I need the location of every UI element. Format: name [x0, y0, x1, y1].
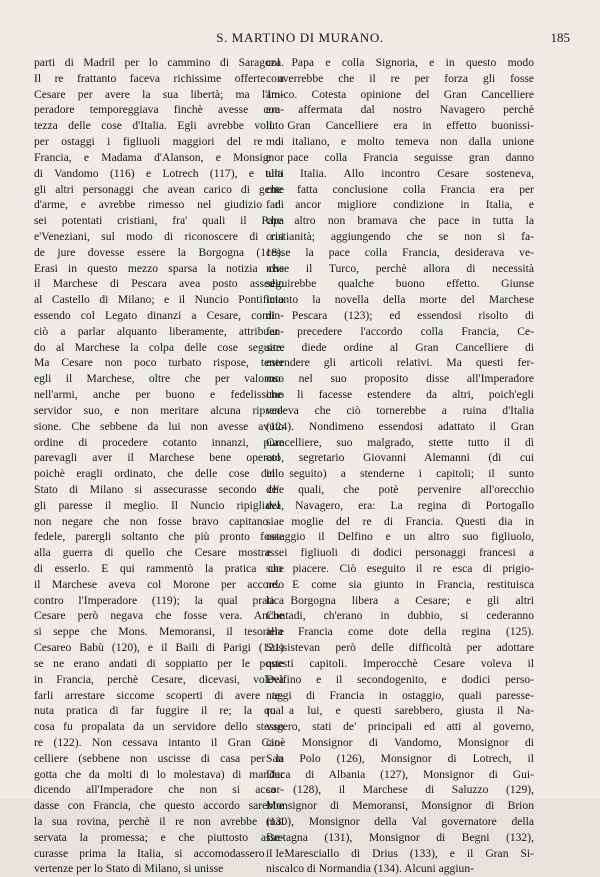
text-line: amico. Cotesta opinione del Gran Cancelliere: [266, 87, 534, 101]
text-line: era affermata dal nostro Navagero perchè: [266, 103, 534, 117]
text-line: servata la promessa; e che piuttosto asse-: [34, 830, 284, 844]
text-line: Stato di Milano si assecurasse secondo che: [34, 482, 284, 496]
text-line: in Francia, perchè Cesare, dicevasi, voleva: [34, 672, 284, 686]
text-line: sia moglie del re di Francia. Questi dia in: [266, 514, 534, 528]
text-line: questi capitoli. Imperocchè Cesare voleva il: [266, 656, 534, 670]
text-line: alla Francia come dote della regina (125).: [266, 625, 534, 639]
text-line: del Navagero, era: La regina di Portogallo: [266, 498, 534, 512]
text-line: San Polo (126), Monsignor di Lotrech, il: [266, 751, 534, 765]
text-line: col segretario Giovanni Alemanni (di cui: [266, 451, 534, 465]
text-line: gotta che da molti di lo molestava) di mandar: [34, 767, 284, 781]
text-line: curasse prima la Italia, si accomodassero le: [34, 846, 284, 860]
text-line: e'Veneziani, sul modo di riconoscere di cui: [34, 229, 284, 243]
text-line: parti di Madril per lo cammino di Saragoza.: [34, 56, 284, 69]
text-line: essendo col Legato dinanzi a Cesare, comin-: [34, 309, 284, 322]
text-line: Delfino e il secondogenito, e dodici perso-: [266, 672, 534, 686]
text-line: che fatta conclusione colla Francia era per: [266, 182, 534, 196]
text-line: il Maresciallo di Drius (133), e il Gran Si-: [266, 846, 534, 860]
text-line: di esserlo. E qui rammentò la pratica che: [34, 562, 284, 575]
text-line: il Marchese di Pescara avea posto assedio: [34, 277, 284, 291]
text-line: tezza delle cose d'Italia. Egli avrebbe voluto: [34, 119, 284, 133]
text-line: ne. E come sia giunto in Francia, restituisca: [266, 577, 534, 591]
text-line: cosa fu propalata da un servidore dello stesso: [34, 720, 284, 734]
text-line: Duca di Albania (127), Monsignor di Gui-: [266, 767, 534, 781]
text-line: che li facesse estendere da altri, poich'egli: [266, 388, 534, 402]
text-line: Ma Cesare non poco turbato rispose, tener: [34, 356, 284, 370]
text-line: mo nel suo proposito disse all'Imperadore: [266, 372, 534, 386]
text-line: seguirebbe qualche buono effetto. Giunse: [266, 277, 534, 291]
text-line: Bretagna (131), Monsignor di Begni (132),: [266, 830, 534, 844]
text-line: mo italiano, e molto temeva non dalla unione: [266, 135, 534, 149]
text-line: celliere (sebbene non uscisse di casa per la: [34, 751, 284, 765]
text-line: che altro non bramava che pace in tutta la: [266, 214, 534, 228]
text-line: niscalco di Normandia (134). Alcuni aggiun-: [266, 862, 474, 876]
text-line: di Pescara (123); ed essendosi risolto di: [266, 309, 534, 322]
text-line: contro l'Imperadore (119); la qual pratica: [34, 593, 284, 607]
text-line: il Marchese aveva col Morone per accordo: [34, 577, 284, 591]
text-line: naggi di Francia in ostaggio, quali paresse-: [266, 688, 534, 702]
text-line: (130), Monsignor della Val governatore della: [266, 815, 534, 828]
text-line: ostaggio il Delfino e un altro suo figliuolo,: [266, 530, 534, 544]
text-line: Francia, e Madama d'Alanson, e Monsignor: [34, 150, 284, 164]
text-line: al Castello di Milano; e il Nuncio Pontificio: [34, 293, 284, 307]
text-line: nuta pratica di far fuggire il re; la qual: [34, 704, 284, 718]
text-line: peradore temporeggiava finchè avesse con-: [34, 103, 284, 117]
text-line: in seguito) a stenderne i capitoli; il sunto: [266, 467, 534, 481]
text-line: servidor suo, e non meritare alcuna ripren-: [34, 403, 284, 417]
text-line: de' quali, che potè pervenire all'orecchio: [266, 482, 534, 496]
text-line: nell'armi, anche per buono e fedelissimo: [34, 388, 284, 402]
text-line: gli paresse il meglio. Il Nuncio ripigliava,: [34, 498, 284, 512]
text-line: per ostaggi i figliuoli maggiori del re di: [34, 135, 284, 149]
text-line: re (122). Non cessava intanto il Gran Can-: [34, 735, 284, 749]
text-line: far precedere l'accordo colla Francia, Ce-: [266, 324, 534, 338]
text-line: la sua rovina, perchè il re non avrebbe mai: [34, 815, 284, 828]
text-line: de jure dovesse essere la Borgogna (118).: [34, 245, 284, 259]
text-line: do al Marchese la colpa delle cose seguite.: [34, 340, 284, 354]
text-line: se ne erano andati di soppiatto per le poste: [34, 656, 284, 670]
text-line: ro a lui, e questi sarebbero, giusta il Na-: [266, 704, 534, 718]
text-line: alla guerra di quello che Cesare mostrasse: [34, 546, 284, 560]
text-line: Cancelliere, suo malgrado, stette tutto il dì: [266, 435, 534, 449]
text-line: Cesare però negava che fosse vera. Anche: [34, 609, 284, 623]
text-line: fedele, parergli soltanto che più pronto fosse: [34, 530, 284, 544]
text-line: converrebbe che il re per forza gli fosse: [266, 71, 534, 85]
text-line: di Vandomo (116) e Lotrech (117), e tutti: [34, 166, 284, 180]
text-line: alla Italia. Allo incontro Cesare sosteneva,: [266, 166, 534, 180]
text-line: vedeva che ciò tornerebbe a ruina d'Italia: [266, 403, 534, 417]
text-line: poichè eragli ordinato, che delle cose dello: [34, 467, 284, 481]
text-line: dicendo all'Imperadore che non si accor-: [34, 783, 284, 797]
text-line: Contadi, ch'erano in dubbio, si cederanno: [266, 609, 534, 623]
text-line: non negare che non fosse bravo capitano e: [34, 514, 284, 528]
text-line: Cesareo Babù (120), e il Baili di Parigi (121): [34, 641, 284, 655]
right-text-column: [266, 55, 534, 877]
text-line: sei potentati cristiani, fra' quali il Papa: [34, 214, 284, 228]
text-line: d'arme, e avrebbe rimesso nel giudizio di: [34, 198, 284, 212]
text-line: cioè Monsignor di Vandomo, Monsignor di: [266, 735, 534, 749]
text-line: cesse la pace colla Francia, desiderava ve-: [266, 245, 534, 259]
text-line: Sussistevan però delle difficoltà per adottare: [266, 641, 534, 655]
text-line: Erasi in questo mezzo sparsa la notizia che: [34, 261, 284, 275]
text-line: e i figliuoli di dodici personaggi francesi a: [266, 546, 534, 560]
text-line: si seppe che Mons. Memoransi, il tesoriere: [34, 625, 284, 639]
text-line: col Papa e colla Signoria, e in questo modo: [266, 56, 534, 69]
text-line: intanto la novella della morte del Marchese: [266, 293, 534, 307]
text-line: ordine di procedere cotanto innanzi, pure: [34, 435, 284, 449]
text-line: sione. Che sebbene da lui non avesse avuto: [34, 419, 284, 433]
text-line: egli il Marchese, oltre che per valoroso: [34, 372, 284, 386]
text-line: Cesare per avere la sua libertà; ma l'Im-: [34, 87, 284, 101]
page-header: [30, 30, 570, 50]
text-line: e pace colla Francia seguisse gran danno: [266, 150, 534, 164]
text-line: parevagli aver il Marchese bene operato,: [34, 451, 284, 465]
text-line: gli altri personaggi che avean carico di gente: [34, 182, 284, 196]
text-line: vagero, stati de' principali ed atti al governo,: [266, 720, 534, 734]
text-line: sa (128), il Marchese di Saluzzo (129),: [266, 783, 534, 797]
running-head: S. MARTINO DI MURANO.: [216, 30, 384, 45]
text-line: Il re frattanto faceva richissime offerte a: [34, 71, 284, 85]
text-line: (124). Nondimeno essendosi adattato il Gran: [266, 419, 534, 433]
text-line: estendere gli articoli relativi. Ma questi fer-: [266, 356, 534, 370]
text-line: Monsignor di Memoransi, Monsignor di Brion: [266, 799, 534, 813]
text-line: sare diede ordine al Gran Cancelliere di: [266, 340, 534, 354]
text-line: ciò a parlar alquanto liberamente, attribuen-: [34, 324, 284, 338]
left-text-column: [34, 55, 284, 877]
text-line: dasse con Francia, che questo accordo sarebbe: [34, 799, 284, 813]
text-line: suo piacere. Ciò eseguito il re esca di prigio-: [266, 562, 534, 575]
text-line: nisse il Turco, perchè allora di necessità: [266, 261, 534, 275]
text-line: far ancor migliore condizione in Italia, e: [266, 198, 534, 212]
page-number: 185: [550, 30, 570, 45]
text-line: il Gran Cancelliere era in effetto buonissi-: [266, 119, 534, 133]
text-line: la Borgogna libera a Cesare; e gli altri: [266, 593, 534, 607]
text-line: farli arrestare siccome scoperti di avere te-: [34, 688, 284, 702]
text-line: cristianità; aggiungendo che se non si fa-: [266, 229, 534, 243]
text-line: vertenze per lo Stato di Milano, si unisse: [34, 862, 224, 876]
